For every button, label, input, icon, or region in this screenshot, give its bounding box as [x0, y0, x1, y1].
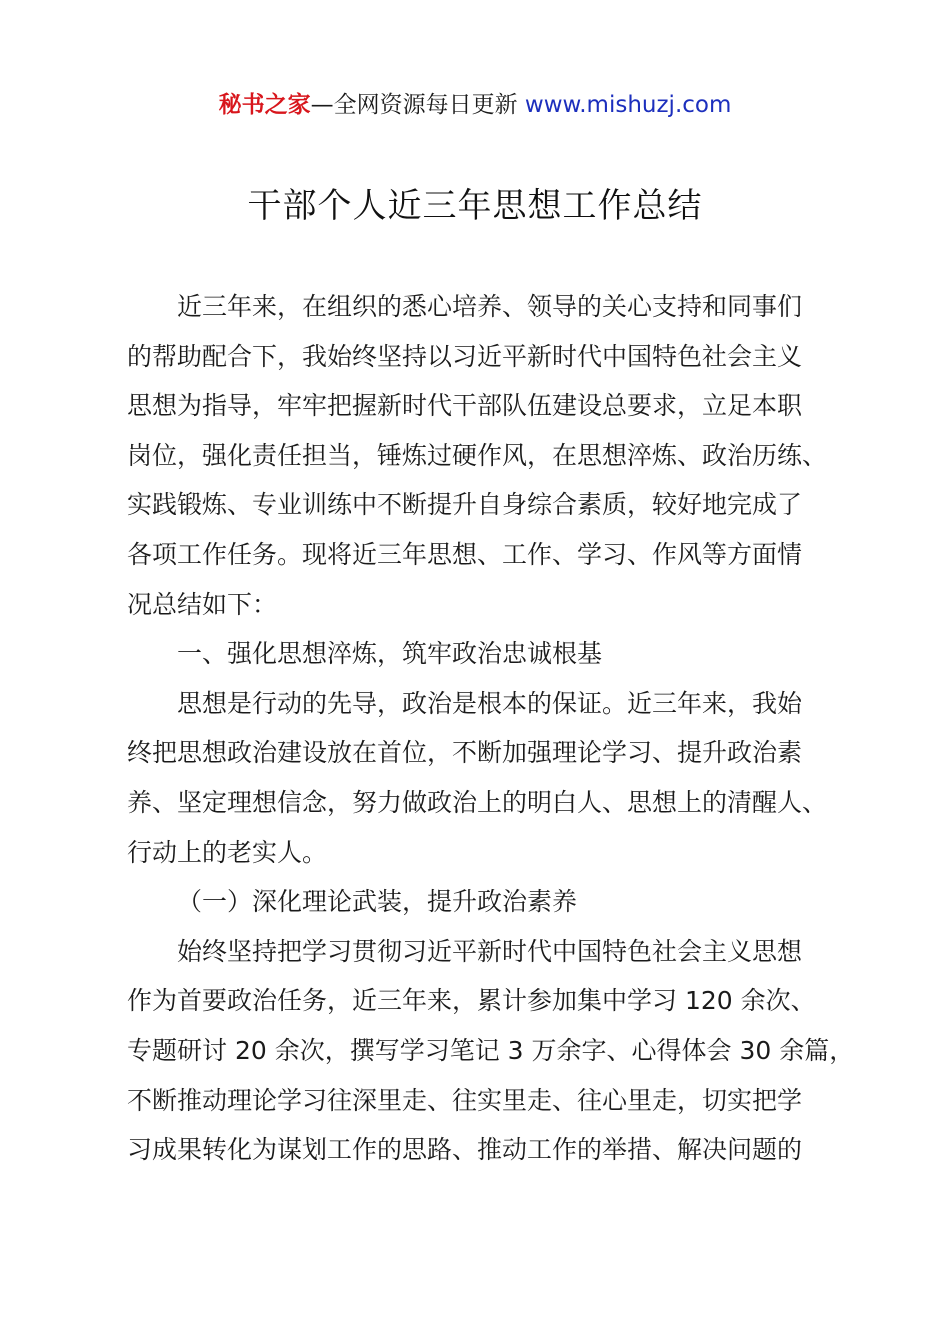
paragraph-line: 作为首要政治任务，近三年来，累计参加集中学习 120 余次、	[127, 986, 816, 1016]
subsection-heading: （一）深化理论武装，提升政治素养	[177, 887, 578, 917]
paragraph-line: 养、坚定理想信念，努力做政治上的明白人、思想上的清醒人、	[127, 787, 828, 817]
paragraph-line: 行动上的老实人。	[127, 837, 328, 867]
paragraph-line: 专题研讨 20 余次，撰写学习笔记 3 万余字、心得体会 30 余篇，	[127, 1035, 855, 1065]
paragraph-line: 终把思想政治建设放在首位，不断加强理论学习、提升政治素	[127, 738, 803, 768]
header-tagline: —全网资源每日更新	[310, 92, 525, 118]
paragraph-line: 各项工作任务。现将近三年思想、工作、学习、作风等方面情	[127, 539, 803, 569]
site-url-link[interactable]: www.mishuzj.com	[524, 92, 732, 118]
document-title: 干部个人近三年思想工作总结	[247, 186, 703, 226]
paragraph-line: 实践锻炼、专业训练中不断提升自身综合素质，较好地完成了	[127, 490, 803, 520]
site-header	[0, 88, 950, 122]
paragraph-line: 岗位，强化责任担当，锤炼过硬作风，在思想淬炼、政治历练、	[127, 440, 828, 470]
document-body	[127, 282, 855, 1175]
paragraph-line: 习成果转化为谋划工作的思路、推动工作的举措、解决问题的	[127, 1135, 803, 1165]
paragraph-line: 思想为指导，牢牢把握新时代干部队伍建设总要求，立足本职	[127, 391, 803, 421]
paragraph-line: 的帮助配合下，我始终坚持以习近平新时代中国特色社会主义	[127, 341, 803, 371]
paragraph-line: 思想是行动的先导，政治是根本的保证。近三年来，我始	[177, 688, 803, 718]
brand-name: 秘书之家	[218, 92, 311, 118]
paragraph-line: 不断推动理论学习往深里走、往实里走、往心里走，切实把学	[127, 1085, 803, 1115]
paragraph-line: 始终坚持把学习贯彻习近平新时代中国特色社会主义思想	[177, 936, 803, 966]
section-heading: 一、强化思想淬炼，筑牢政治忠诚根基	[177, 639, 603, 669]
paragraph-line: 况总结如下：	[127, 589, 278, 619]
paragraph-line: 近三年来，在组织的悉心培养、领导的关心支持和同事们	[177, 292, 803, 321]
